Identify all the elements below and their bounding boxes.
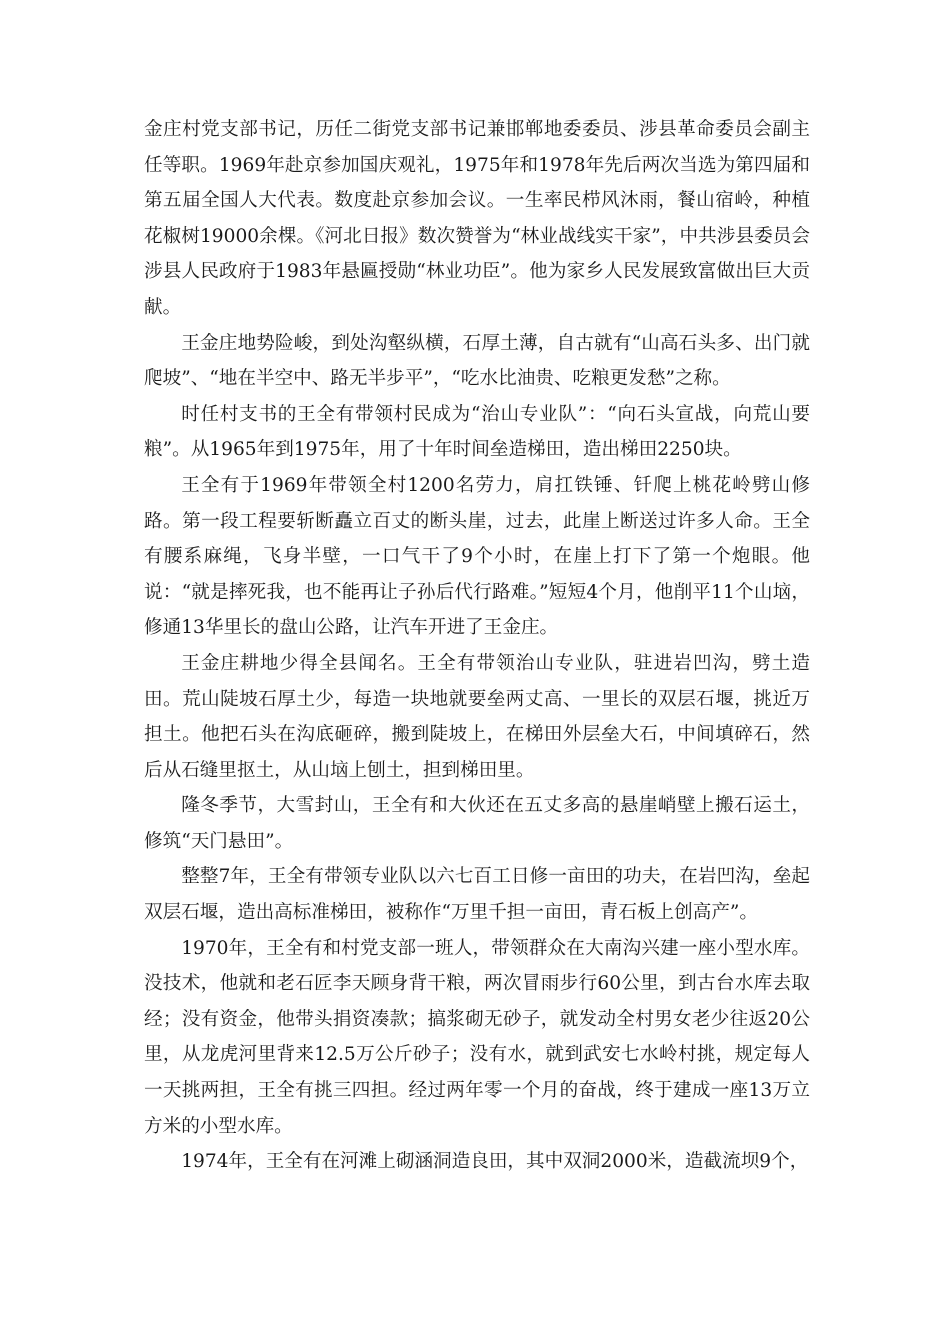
- paragraph-land-making: 王金庄耕地少得全县闻名。王全有带领治山专业队，驻进岩凹沟，劈土造田。荒山陡坡石厚土少，每造一块地就要垒两丈高、一里长的双层石堰，挑近万担土。他把石头在沟底砸碎，搬到陡坡上，在梯田外层垒大石，中间填碎石，然后从石缝里抠土，从山垴上刨土，担到梯田里。: [144, 652, 810, 781]
- paragraph-terrace-team: 时任村支书的王全有带领村民成为“治山专业队”：“向石头宣战，向荒山要粮”。从1965年到1975年，用了十年时间垒造梯田，造出梯田2250块。: [144, 403, 810, 461]
- document-page: [144, 112, 810, 1180]
- paragraph-culverts: 1974年，王全有在河滩上砌涵洞造良田，其中双洞2000米，造截流坝9个，: [181, 1151, 809, 1173]
- paragraph-seven-years: 整整7年，王全有带领专业队以六七百工日修一亩田的功夫，在岩凹沟，垒起双层石堰，造出高标准梯田，被称作“万里千担一亩田，青石板上创高产”。: [144, 866, 810, 924]
- paragraph-winter-work: 隆冬季节，大雪封山，王全有和大伙还在五丈多高的悬崖峭壁上搬石运土，修筑“天门悬田”。: [144, 795, 810, 852]
- paragraph-mountain-road: 王全有于1969年带领全村1200名劳力，肩扛铁锤、钎爬上桃花岭劈山修路。第一段工程要斩断矗立百丈的断头崖，过去，此崖上断送过许多人命。王全有腰系麻绳，飞身半壁，一口气干了9个小时，在崖上打下了第一个炮眼。他说：“就是摔死我，也不能再让子孙后代行路难。”短短4个月，他削平11个山垴，修通13华里长的盘山公路，让汽车开进了王金庄。: [144, 474, 810, 639]
- paragraph-reservoir: 1970年，王全有和村党支部一班人，带领群众在大南沟兴建一座小型水库。没技术，他就和老石匠李天顾身背干粮，两次冒雨步行60公里，到古台水库去取经；没有资金，他带头捐资凑款；搞浆砌无砂子，就发动全村男女老少往返20公里，从龙虎河里背来12.5万公斤砂子；没有水，就到武安七水岭村挑，规定每人一天挑两担，王全有挑三四担。经过两年零一个月的奋战，终于建成一座13万立方米的小型水库。: [144, 937, 810, 1137]
- paragraph-terrain: 王金庄地势险峻，到处沟壑纵横，石厚土薄，自古就有“山高石头多、出门就爬坡”、“地在半空中、路无半步平”，“吃水比油贵、吃粮更发愁”之称。: [144, 332, 810, 390]
- paragraph-biography-continued: 金庄村党支部书记，历任二街党支部书记兼邯郸地委委员、涉县革命委员会副主任等职。1969年赴京参加国庆观礼，1975年和1978年先后两次当选为第四届和第五届全国人大代表。数度赴京参加会议。一生率民栉风沐雨，餐山宿岭，种植花椒树19000余棵。《河北日报》数次赞誉为“林业战线实干家”，中共涉县委员会涉县人民政府于1983年悬匾授勋“林业功臣”。他为家乡人民发展致富做出巨大贡献。: [144, 119, 810, 318]
